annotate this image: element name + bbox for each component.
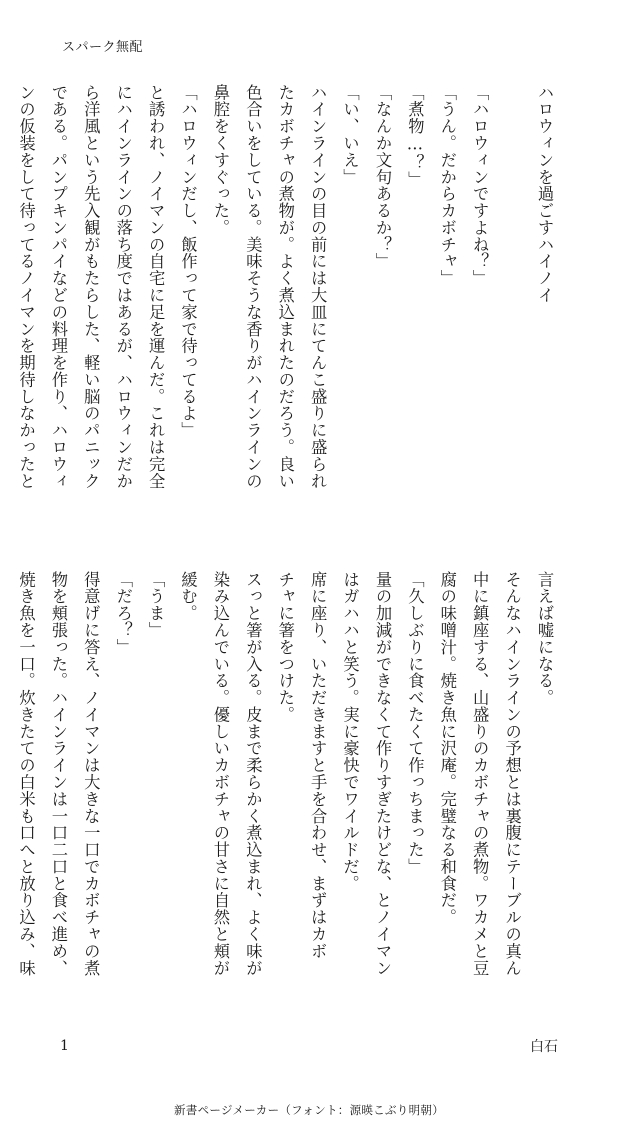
text-line: 鼻腔をくすぐった。 [210, 84, 230, 237]
text-line: 言えば嘘になる。 [535, 571, 554, 707]
text-block-bottom [9, 571, 560, 1011]
text-line: 「うん。だからカボチャ」 [437, 84, 457, 287]
text-line: 「い、いえ」 [340, 84, 360, 186]
text-line: 腐の味噌汁。焼き魚に沢庵。完璧なる和食だ。 [437, 571, 457, 926]
text-line: 中に鎮座する、山盛りのカボチャの煮物。ワカメと豆 [470, 571, 490, 977]
text-line: 席に座り、いただきますと手を合わせ、まずはカボ [308, 571, 328, 960]
page-number: 1 [60, 1038, 69, 1054]
text-line: 「なんか文句あるか？」 [372, 84, 392, 270]
text-line: そんなハインラインの予想とは裏腹にテーブルの真ん [502, 571, 522, 977]
text-block-top [9, 84, 560, 524]
footer-credit: 新書ページメーカー（フォント：源暎こぶり明朝） [173, 1103, 445, 1117]
text-line: にハインラインの落ち度ではあるが、ハロウィンだか [113, 84, 133, 490]
text-line: ンの仮装をして待ってるノイマンを期待しなかったと [16, 84, 36, 490]
text-line: と誘われ、ノイマンの自宅に足を運んだ。これは完全 [146, 84, 166, 490]
text-line: はガハハと笑う。実に豪快でワイルドだ。 [340, 571, 360, 892]
text-line: 「うま」 [146, 571, 166, 639]
header-title: スパーク無配 [62, 40, 144, 55]
text-line: ハロウィンを過ごすハイノイ [535, 84, 554, 304]
author-name: 白石 [530, 1039, 558, 1055]
text-line: 「だろ？」 [113, 571, 133, 656]
text-line: 「ハロウィンだし、飯作って家で待ってるよ」 [178, 84, 198, 439]
text-line [495, 84, 527, 524]
text-line: チャに箸をつけた。 [275, 571, 295, 724]
text-line: 「久しぶりに食べたくて作っちまった」 [405, 571, 425, 876]
text-line: 緩む。 [178, 571, 198, 622]
text-line: 色合いをしている。美味そうな香りがハインラインの [243, 84, 263, 490]
text-line: スっと箸が入る。皮まで柔らかく煮込まれ、よく味が [243, 571, 263, 977]
text-line: 量の加減ができなくて作りすぎたけどな、とノイマン [372, 571, 392, 977]
text-line: 「煮物…？」 [405, 84, 425, 189]
text-line: たカボチャの煮物が。よく煮込まれたのだろう。良い [275, 84, 295, 490]
text-line: 物を頬張った。ハインラインは一口二口と食べ進め、 [48, 571, 68, 977]
text-line: 焼き魚を一口。炊きたての白米も口へと放り込み、味 [16, 571, 36, 977]
text-line: ハインラインの目の前には大皿にてんこ盛りに盛られ [308, 84, 328, 490]
text-line: 「ハロウィンですよね？」 [470, 84, 490, 287]
text-line: 得意げに答え、ノイマンは大きな一口でカボチャの煮 [81, 571, 101, 977]
text-line: 染み込んでいる。優しいカボチャの甘さに自然と頬が [210, 571, 230, 977]
text-line: ら洋風という先入観がもたらした、軽い脳のパニック [81, 84, 101, 490]
text-line: である。パンプキンパイなどの料理を作り、ハロウィ [48, 84, 68, 490]
